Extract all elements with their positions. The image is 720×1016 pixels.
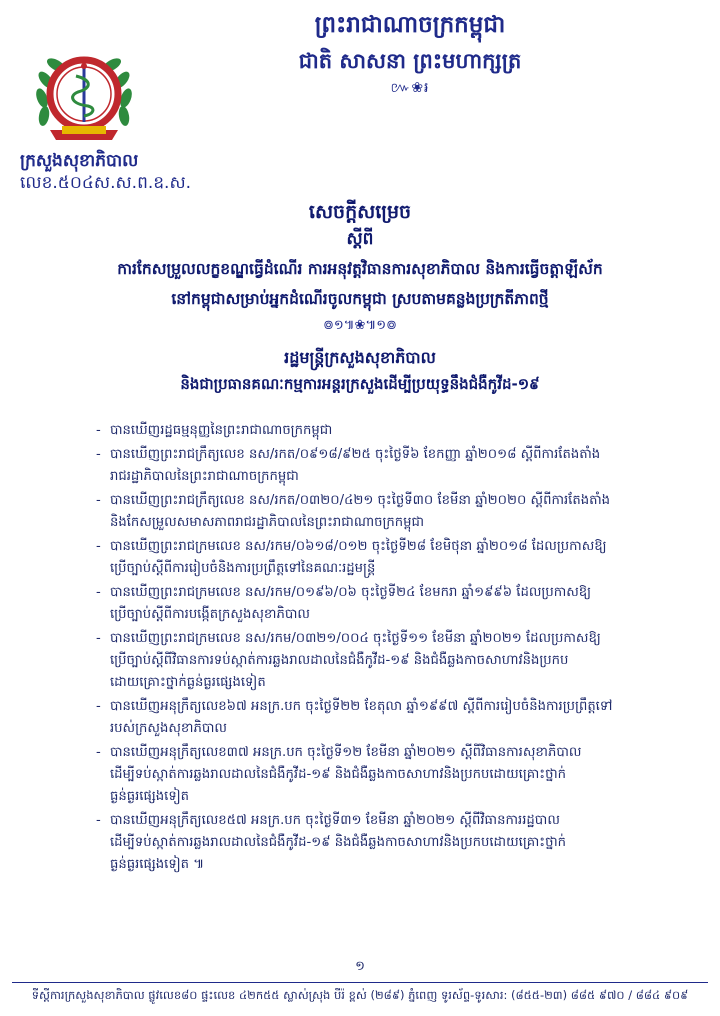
recital-line: បានឃើញព្រះរាជក្រមលេខ នស/រកម/០៦១៨/០១២ ចុះថ្ងៃទី២៨ ខែមិថុនា ឆ្នាំ២០១៨ ដែលប្រកាសឱ្យ <box>110 539 607 554</box>
recital-item <box>96 582 700 626</box>
recital-line: ប្រើច្បាប់ស្ដីពីការរៀបចំនិងការប្រព្រឹត្តទៅនៃគណៈរដ្ឋមន្ត្រី <box>110 561 376 576</box>
recital-item <box>96 420 700 442</box>
recital-item <box>96 444 700 488</box>
footer-divider <box>12 982 708 983</box>
recital-item <box>96 742 700 808</box>
decision-subject-line-1: ការកែសម្រួលលក្ខខណ្ឌធ្វើដំណើរ ការអនុវត្តវិធានការសុខាភិបាល និងការធ្វើចត្តាឡីស័ក <box>117 260 603 278</box>
signatory-role: និងជាប្រធានគណៈកម្មការអន្តរក្រសួងដើម្បីប្រយុទ្ធនឹងជំងឺកូវីដ-១៩ <box>180 375 540 393</box>
recital-line: ធ្ងន់ធ្ងរផ្សេងទៀត <box>110 789 190 804</box>
decision-title-block <box>20 198 700 336</box>
recital-bullet: - <box>96 813 101 828</box>
document-type: សេចក្ដីសម្រេច <box>308 201 412 223</box>
recital-line: បានឃើញព្រះរាជក្រឹត្យលេខ នស/រកត/០៩១៨/៩២៥ ចុះថ្ងៃទី៦ ខែកញ្ញា ឆ្នាំ២០១៨ ស្ដីពីការតែងតាំង <box>110 447 601 462</box>
recital-line: ដើម្បីទប់ស្កាត់ការឆ្លងរាលដាលនៃជំងឺកូវីដ-១៩ និងជំងឺឆ្លងកាចសាហាវនិងប្រកបដោយគ្រោះថ្នាក់ <box>110 767 567 782</box>
recital-item <box>96 536 700 580</box>
recital-line: បានឃើញព្រះរាជក្រមលេខ នស/រកម/០១៩៦/០៦ ចុះថ្ងៃទី២៤ ខែមករា ឆ្នាំ១៩៩៦ ដែលប្រកាសឱ្យ <box>110 585 592 600</box>
recital-line: បានឃើញព្រះរាជក្រឹត្យលេខ នស/រកត/០៣២០/៤២១ ចុះថ្ងៃទី៣០ ខែមីនា ឆ្នាំ២០២០ ស្ដីពីការតែងតាំង <box>110 493 611 508</box>
issuing-ministry: ក្រសួងសុខាភិបាល <box>20 151 139 171</box>
footer-address: ទីស្ដីការក្រសួងសុខាភិបាល ផ្លូវលេខ៨០ ផ្ទះលេខ ៤២ក៥៥ ស្លាស់ស្រុង បីរ៉ ខ្ពស់ (២៨៩) ភ្នំពេញ ទូរស័ព្ទ-ទូរសារ: (៨៥៥-២៣) ៨៨៥ ៩៧០ / ៨៨៤ ៩០៩ <box>31 988 689 1002</box>
national-motto: ជាតិ សាសនា ព្រះមហាក្សត្រ <box>298 49 522 73</box>
recital-line: ដើម្បីទប់ស្កាត់ការឆ្លងរាលដាលនៃជំងឺកូវីដ-១៩ និងជំងឺឆ្លងកាចសាហាវនិងប្រកបដោយគ្រោះថ្នាក់ <box>110 835 567 850</box>
recital-line: បានឃើញអនុក្រឹត្យលេខ៦៧ អនក្រ.បក ចុះថ្ងៃទី២២ ខែតុលា ឆ្នាំ១៩៩៧ ស្ដីពីការរៀបចំនិងការប្រព្រឹត្តទៅ <box>110 699 613 714</box>
recital-line: បានឃើញអនុក្រឹត្យលេខ៣៧ អនក្រ.បក ចុះថ្ងៃទី១២ ខែមីនា ឆ្នាំ២០២១ ស្ដីពីវិធានការសុខាភិបាល <box>110 745 582 760</box>
recital-line: និងកែសម្រួលសមាសភាពរាជរដ្ឋាភិបាលនៃព្រះរាជាណាចក្រកម្ពុជា <box>110 515 425 530</box>
recital-item <box>96 490 700 534</box>
recital-line: បានឃើញព្រះរាជក្រមលេខ នស/រកម/០៣២១/០០៤ ចុះថ្ងៃទី១១ ខែមីនា ឆ្នាំ២០២១ ដែលប្រកាសឱ្យ <box>110 631 601 646</box>
recital-item <box>96 628 700 694</box>
recital-item <box>96 810 700 876</box>
recital-bullet: - <box>96 745 101 760</box>
page-number: ១ <box>355 959 365 974</box>
decision-subject-line-2: នៅកម្ពុជាសម្រាប់អ្នកដំណើរចូលកម្ពុជា ស្របតាមគន្លងប្រក្រតីភាពថ្មី <box>171 290 549 308</box>
ministry-of-health-emblem <box>28 40 140 152</box>
document-on: ស្ដីពី <box>346 229 374 249</box>
recital-bullet: - <box>96 585 101 600</box>
signatory-block <box>20 345 700 397</box>
recitals-list <box>96 420 700 878</box>
recital-line: បានឃើញរដ្ឋធម្មនុញ្ញនៃព្រះរាជាណាចក្រកម្ពុជា <box>110 423 333 438</box>
signatory-title: រដ្ឋមន្ត្រីក្រសួងសុខាភិបាល <box>284 348 436 367</box>
recital-bullet: - <box>96 493 101 508</box>
recital-line: ប្រើច្បាប់ស្ដីពីការបង្កើតក្រសួងសុខាភិបាល <box>110 607 310 622</box>
recital-line: ធ្ងន់ធ្ងរផ្សេងទៀត ៕ <box>110 857 205 872</box>
reference-number <box>20 172 191 197</box>
recital-line: រាជរដ្ឋាភិបាលនៃព្រះរាជាណាចក្រកម្ពុជា <box>110 469 299 484</box>
recital-line: ប្រើច្បាប់ស្ដីពីវិធានការទប់ស្កាត់ការឆ្លងរាលដាលនៃជំងឺកូវីដ-១៩ និងជំងឺឆ្លងកាចសាហាវនិងប្រកប <box>110 653 569 668</box>
recital-bullet: - <box>96 447 101 462</box>
kingdom-name: ព្រះរាជាណាចក្រកម្ពុជា <box>314 12 506 38</box>
recital-line: ដោយគ្រោះថ្នាក់ធ្ងន់ធ្ងរផ្សេងទៀត <box>110 675 266 690</box>
recital-bullet: - <box>96 631 101 646</box>
title-ornament: ៙១៕❀៕១៙ <box>323 318 397 333</box>
recital-bullet: - <box>96 423 101 438</box>
header-ornament: ៚❀៛ <box>390 80 430 96</box>
recital-bullet: - <box>96 699 101 714</box>
reference-number-text: លេខ.៥០៤ស.ស.ព.ឧ.ស. <box>20 173 192 193</box>
recital-line: របស់ក្រសួងសុខាភិបាល <box>110 721 227 736</box>
recital-bullet: - <box>96 539 101 554</box>
recital-item <box>96 696 700 740</box>
kingdom-header <box>230 10 590 98</box>
recital-line: បានឃើញអនុក្រឹត្យលេខ៥៧ អនក្រ.បក ចុះថ្ងៃទី៣១ ខែមីនា ឆ្នាំ២០២១ ស្ដីពីវិធានការរដ្ឋបាល <box>110 813 560 828</box>
